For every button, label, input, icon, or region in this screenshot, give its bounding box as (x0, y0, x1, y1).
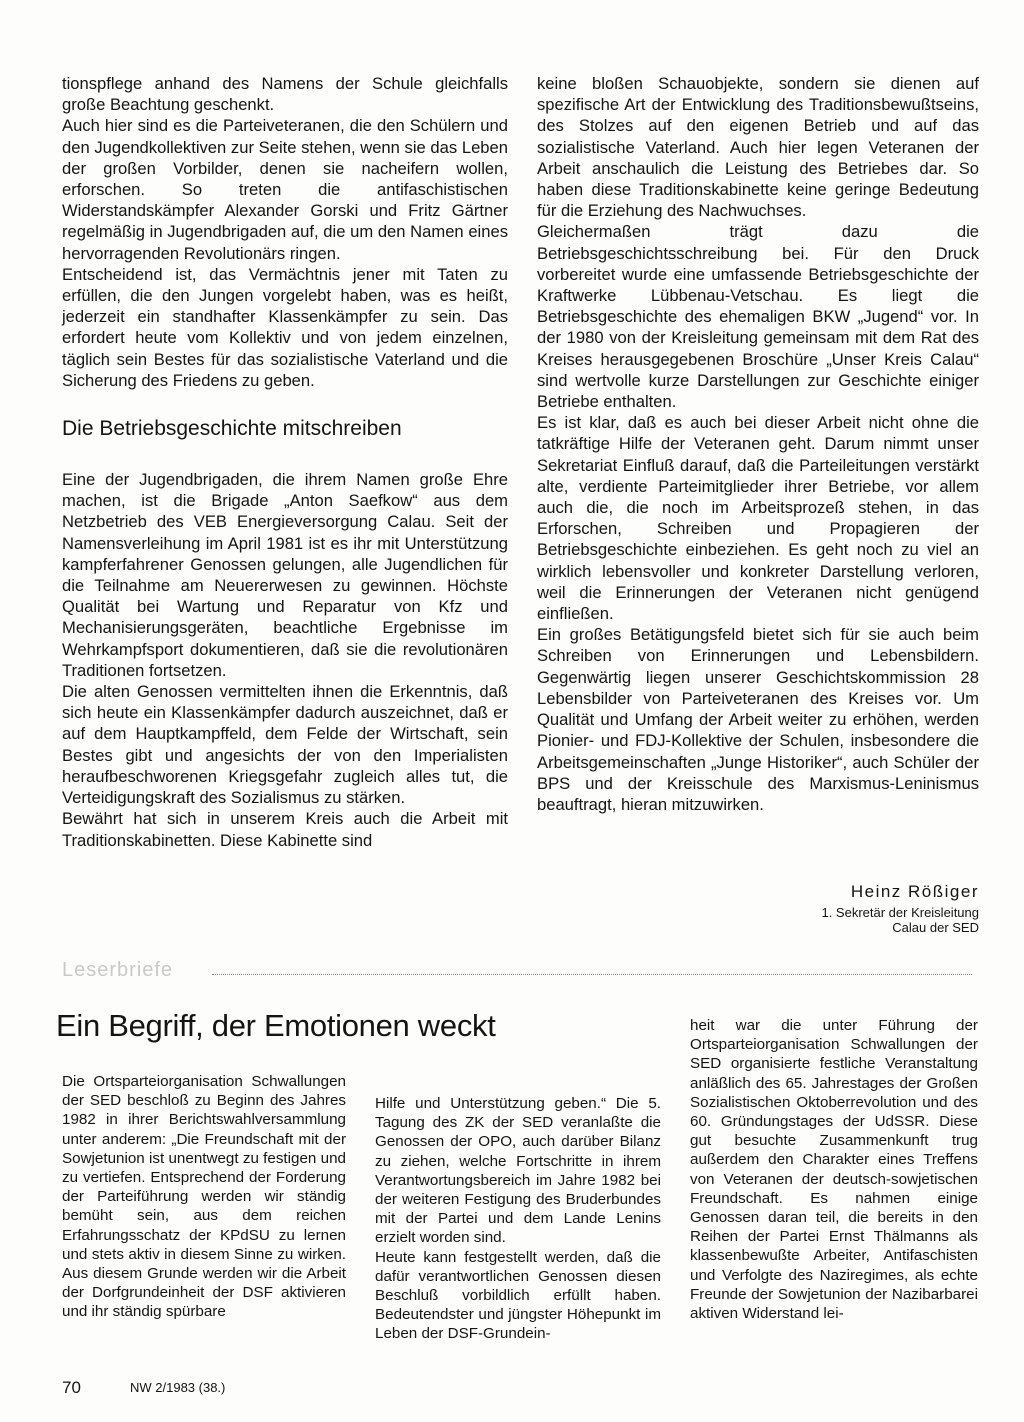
paragraph: Bewährt hat sich in unserem Kreis auch die Arbeit mit Traditionskabinetten. Diese Kabinette sind (62, 809, 508, 850)
top-article-left-column (62, 73, 508, 851)
paragraph: Die Ortsparteiorganisation Schwallungen der SED beschloß zu Beginn des Jahres 1982 in ihrer Berichtswahlversammlung unter anderem: „Die Freundschaft mit der Sowjetunion ist unentwegt zu festigen und zu vertiefen. Entsprechend der Forderung der Parteiführung werden wir ständig bemüht sein, aus dem reichen Erfahrungsschatz der KPdSU zu lernen und stets aktiv in diesem Sinne zu wirken. Aus diesem Grunde werden wir die Arbeit der Dorfgrundeinheit der DSF aktivieren und ihr ständig spürbare (62, 1073, 346, 1321)
bottom-article-column-2 (375, 1094, 661, 1344)
paragraph: heit war die unter Führung der Ortsparteiorganisation Schwallungen der SED organisierte festliche Veranstaltung anläßlich des 65. Jahrestages der Großen Sozialistischen Oktoberrevolution und des 60. Gründungstages der UdSSR. Diese gut besuchte Zusammenkunft trug außerdem den Charakter eines Treffens von Veteranen der deutsch-sowjetischen Freundschaft. Es nahmen einige Genossen daran teil, die bereits in den Reihen der Partei Ernst Thälmanns als klassenbewußte Arbeiter, Antifaschisten und Verfolgte des Naziregimes, als echte Freunde der Sowjetunion der Nazibarbarei aktiven Widerstand lei- (690, 1017, 978, 1323)
issue-reference: NW 2/1983 (38.) (130, 1380, 226, 1395)
page-number: 70 (62, 1378, 81, 1397)
top-article-right-column (537, 73, 979, 815)
dotted-rule (212, 974, 972, 975)
paragraph: Entscheidend ist, das Vermächtnis jener mit Taten zu erfüllen, die den Jungen vorgelebt haben, was es heißt, jederzeit ein standhafter Klassenkämpfer zu sein. Das erfordert heute vom Kollektiv und von jedem einzelnen, täglich sein Bestes für das sozialistische Vaterland und die Sicherung des Friedens zu geben. (62, 264, 508, 390)
article-headline: Ein Begriff, der Emotionen weckt (56, 1008, 496, 1043)
author-name: Heinz Rößiger (850, 882, 979, 901)
paragraph: Heute kann festgestellt werden, daß die dafür verantwortlichen Genossen diesen Beschluß vorbildlich erfüllt haben. Bedeutendster und jüngster Höhepunkt im Leben der DSF-Grundein- (375, 1248, 661, 1343)
author-role (821, 905, 979, 935)
paragraph: Eine der Jugendbrigaden, die ihrem Namen große Ehre machen, ist die Brigade „Anton Saefkow“ aus dem Netzbetrieb des VEB Energieversorgung Calau. Seit der Namensverleihung im April 1981 ist es ihr mit Unterstützung kampferfahrener Genossen gelungen, alle Jugendlichen für die Teilnahme am Neuererwesen zu gewinnen. Höchste Qualität bei Wartung und Reparatur von Kfz und Mechanisierungsgeräten, beachtliche Ergebnisse im Wehrkampfsport dokumentieren, daß sie die revolutionären Traditionen fortsetzen. (62, 470, 508, 680)
paragraph: tionspflege anhand des Namens der Schule gleichfalls große Beachtung geschenkt. (62, 74, 508, 115)
paragraph: keine bloßen Schauobjekte, sondern sie dienen auf spezifische Art der Entwicklung des Traditionsbewußtseins, des Stolzes auf den eigenen Betrieb und auf das sozialistische Vaterland. Auch hier legen Veteranen der Arbeit anschaulich die Leistung des Betriebes dar. So haben diese Traditionskabinette keine geringe Bedeutung für die Erziehung des Nachwuchses. (537, 74, 979, 221)
bottom-article-column-1 (62, 1072, 346, 1322)
paragraph: Auch hier sind es die Parteiveteranen, die den Schülern und den Jugendkollektiven zur Seite stehen, wenn sie das Leben der großen Vorbilder, denen sie nacheifern wollen, erforschen. So treten die antifaschistischen Widerstandskämpfer Alexander Gorski und Fritz Gärtner regelmäßig in Jugendbrigaden auf, die um den Namen eines hervorragenden Revolutionärs ringen. (62, 116, 508, 263)
bottom-article-column-3 (690, 1016, 978, 1323)
section-subheading: Die Betriebsgeschichte mitschreiben (62, 417, 402, 441)
paragraph: Ein großes Betätigungsfeld bietet sich für sie auch beim Schreiben von Erinnerungen und Lebensbildern. Gegenwärtig liegen unserer Geschichtskommission 28 Lebensbilder von Parteiveteranen des Kreises vor. Um Qualität und Umfang der Arbeit weiter zu erhöhen, werden Pionier- und FDJ-Kollektive der Schulen, insbesondere die Arbeitsgemeinschaften „Junge Historiker“, auch Schüler der BPS und der Kreisschule des Marxismus-Leninismus beauftragt, hieran mitzuwirken. (537, 625, 979, 814)
paragraph: Die alten Genossen vermittelten ihnen die Erkenntnis, daß sich heute ein Klassenkämpfer dadurch auszeichnet, daß er auf dem Hauptkampffeld, dem Felde der Wirtschaft, sein Bestes gibt und angesichts der von den Imperialisten heraufbeschworenen Kriegsgefahr zugleich alles tut, die Verteidigungskraft des Sozialismus zu stärken. (62, 682, 508, 808)
paragraph: Es ist klar, daß es auch bei dieser Arbeit nicht ohne die tatkräftige Hilfe der Veteranen geht. Darum nimmt unser Sekretariat Einfluß darauf, daß die Parteileitungen verstärkt alte, verdiente Parteimitglieder ihrer Betriebe, vor allem auch die, die noch im Arbeitsprozeß stehen, in das Erforschen, Schreiben und Propagieren der Betriebsgeschichte einbeziehen. Es geht noch zu viel an wirklich lebensvoller und konkreter Darstellung verloren, weil die Erinnerungen der Veteranen nicht genügend einfließen. (537, 413, 979, 624)
paragraph: Hilfe und Unterstützung geben.“ Die 5. Tagung des ZK der SED veranlaßte die Genossen der OPO, auch darüber Bilanz zu ziehen, welche Fortschritte in ihrem Verantwortungsbereich im Jahre 1982 bei der weiteren Festigung des Bruderbundes mit der Partei und dem Lande Lenins erzielt worden sind. (375, 1095, 661, 1247)
author-role-line: Calau der SED (892, 920, 979, 935)
section-label: Leserbriefe (62, 959, 174, 981)
author-role-line: 1. Sekretär der Kreisleitung (821, 905, 979, 920)
paragraph: Gleichermaßen trägt dazu die Betriebsgeschichtsschreibung bei. Für den Druck vorbereitet wurde eine umfassende Betriebsgeschichte der Kraftwerke Lübbenau-Vetschau. Es liegt die Betriebsgeschichte des ehemaligen BKW „Jugend“ vor. In der 1980 von der Kreisleitung gemeinsam mit dem Rat des Kreises herausgegebenen Broschüre „Unser Kreis Calau“ sind wertvolle kurze Darstellungen zur Geschichte einiger Betriebe enthalten. (537, 222, 979, 412)
section-divider (62, 961, 972, 981)
